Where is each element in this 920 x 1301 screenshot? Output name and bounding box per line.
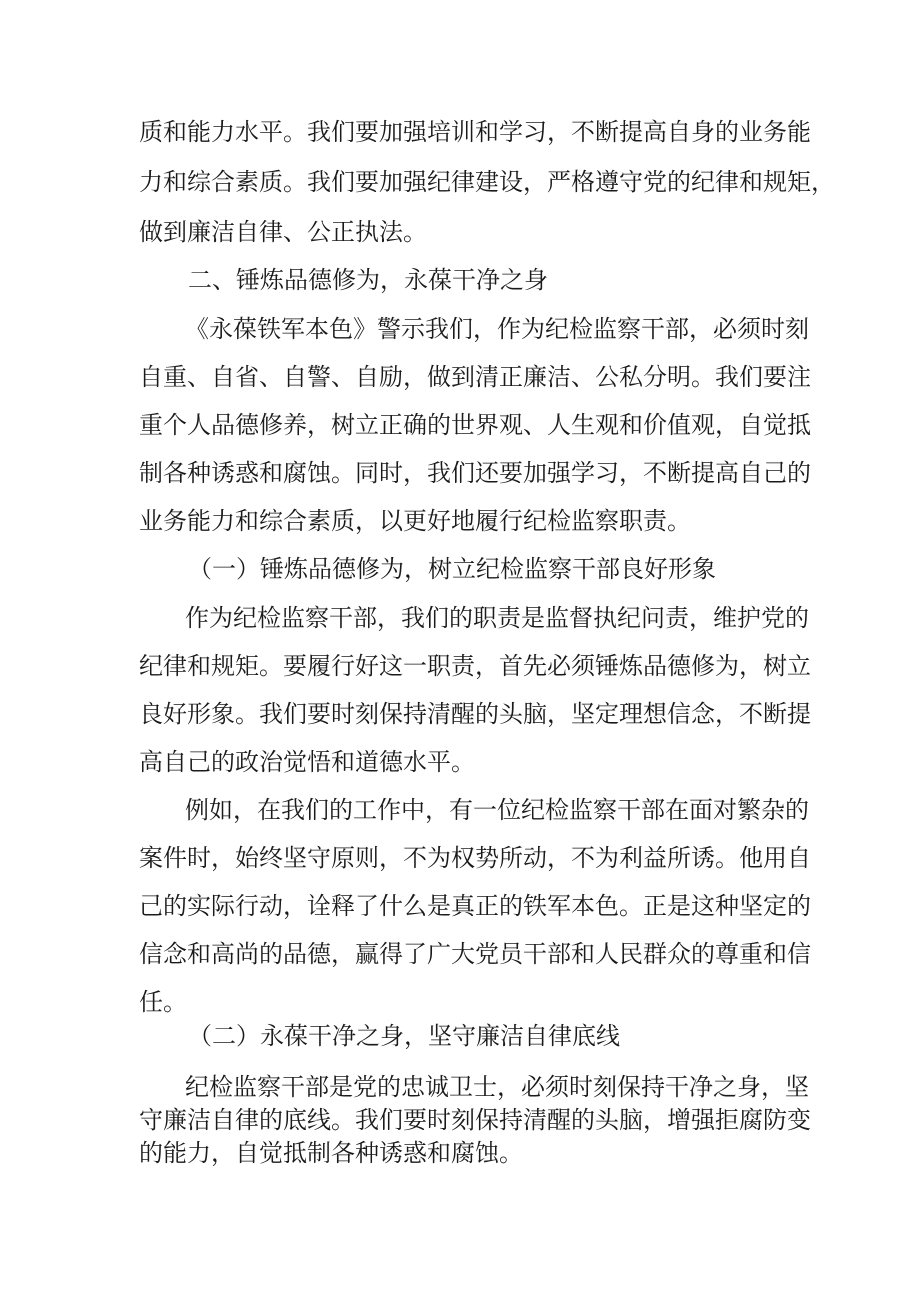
section-heading: 二、锤炼品德修为，永葆干净之身 (188, 266, 548, 294)
text-line: 业务能力和综合素质，以更好地履行纪检监察职责。 (139, 507, 691, 535)
text-line: 制各种诱惑和腐蚀。同时，我们还要加强学习，不断提高自己的 (139, 459, 811, 487)
text-line: 案件时，始终坚守原则，不为权势所动，不为利益所诱。他用自 (139, 844, 811, 872)
text-line: 守廉洁自律的底线。我们要时刻保持清醒的头脑，增强拒腐防变 (139, 1106, 811, 1134)
text-line: 的能力，自觉抵制各种诱惑和腐蚀。 (139, 1139, 523, 1167)
text-line: 力和综合素质。我们要加强纪律建设，严格遵守党的纪律和规矩， (139, 168, 835, 196)
text-line: 做到廉洁自律、公正执法。 (139, 218, 427, 246)
text-line: 己的实际行动，诠释了什么是真正的铁军本色。正是这种坚定的 (139, 892, 811, 920)
text-line: 例如，在我们的工作中，有一位纪检监察干部在面对繁杂的 (185, 796, 809, 824)
text-line: 重个人品德修养，树立正确的世界观、人生观和价值观，自觉抵 (139, 411, 811, 439)
subsection-heading: （二）永葆干净之身，坚守廉洁自律底线 (188, 1022, 620, 1050)
text-line: 纪律和规矩。要履行好这一职责，首先必须锤炼品德修为，树立 (139, 652, 811, 680)
text-line: 质和能力水平。我们要加强培训和学习，不断提高自身的业务能 (139, 118, 811, 146)
subsection-heading: （一）锤炼品德修为，树立纪检监察干部良好形象 (188, 555, 716, 583)
text-line: 自重、自省、自警、自励，做到清正廉洁、公私分明。我们要注 (139, 363, 811, 391)
text-line: 作为纪检监察干部，我们的职责是监督执纪问责，维护党的 (185, 604, 809, 632)
text-line: 纪检监察干部是党的忠诚卫士，必须时刻保持干净之身，坚 (185, 1073, 809, 1101)
text-line: 信念和高尚的品德，赢得了广大党员干部和人民群众的尊重和信 (139, 940, 811, 968)
text-line: 《永葆铁军本色》警示我们，作为纪检监察干部，必须时刻 (185, 315, 809, 343)
text-line: 良好形象。我们要时刻保持清醒的头脑，坚定理想信念，不断提 (139, 700, 811, 728)
text-line: 高自己的政治觉悟和道德水平。 (139, 748, 475, 776)
text-line: 任。 (139, 988, 187, 1016)
